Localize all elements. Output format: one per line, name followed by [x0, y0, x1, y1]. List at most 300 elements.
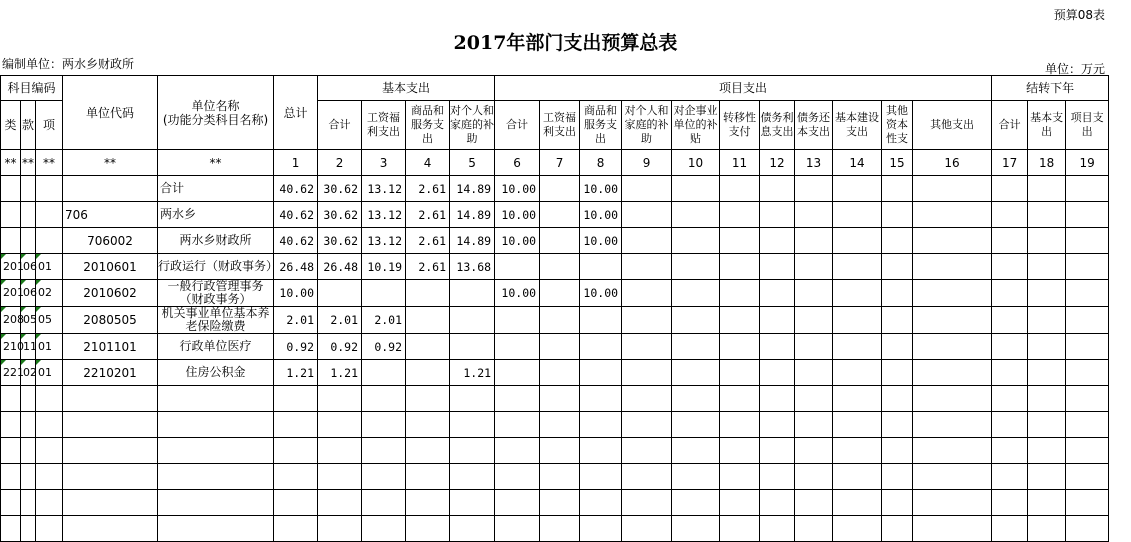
unit-name-cell: 两水乡财政所: [158, 228, 274, 254]
amount-cell: 10.00: [495, 202, 540, 228]
amount-cell: [540, 176, 580, 202]
amount-cell: 26.48: [274, 254, 318, 280]
amount-cell: [760, 202, 795, 228]
amount-cell: 2.61: [406, 254, 450, 280]
unit-code-cell: 2080505: [63, 307, 158, 334]
empty-cell: [580, 464, 622, 490]
amount-cell: [833, 254, 882, 280]
empty-cell: [913, 438, 992, 464]
amount-cell: [406, 334, 450, 360]
empty-cell: [760, 412, 795, 438]
empty-cell: [36, 438, 63, 464]
amount-cell: [1066, 202, 1109, 228]
empty-cell: [882, 464, 913, 490]
empty-cell: [158, 386, 274, 412]
empty-cell: [63, 490, 158, 516]
amount-cell: [992, 176, 1028, 202]
amount-cell: [450, 307, 495, 334]
amount-cell: 1.21: [274, 360, 318, 386]
subject-code-cell: 201: [1, 254, 21, 280]
project-col-header: 合计: [495, 101, 540, 150]
amount-cell: [495, 307, 540, 334]
amount-cell: [882, 334, 913, 360]
empty-cell: [760, 516, 795, 542]
column-number: 9: [622, 150, 672, 176]
empty-cell: [274, 412, 318, 438]
stars-cell: **: [36, 150, 63, 176]
amount-cell: [795, 360, 833, 386]
empty-cell: [362, 516, 406, 542]
empty-cell: [274, 386, 318, 412]
empty-cell: [795, 386, 833, 412]
empty-cell: [362, 386, 406, 412]
empty-cell: [882, 386, 913, 412]
amount-cell: [495, 334, 540, 360]
empty-cell: [913, 464, 992, 490]
unit-name-cell: 行政单位医疗: [158, 334, 274, 360]
subject-code-cell: 208: [1, 307, 21, 334]
amount-cell: 40.62: [274, 228, 318, 254]
carry-col-header: 基本支出: [1028, 101, 1066, 150]
amount-cell: [913, 280, 992, 307]
empty-cell: [540, 438, 580, 464]
amount-cell: [992, 202, 1028, 228]
column-number: 17: [992, 150, 1028, 176]
empty-cell: [622, 412, 672, 438]
empty-cell: [63, 386, 158, 412]
item-header: 项: [36, 101, 63, 150]
subject-code-cell: [36, 228, 63, 254]
amount-cell: [580, 307, 622, 334]
amount-cell: 1.21: [318, 360, 362, 386]
amount-cell: [450, 334, 495, 360]
amount-cell: 10.00: [580, 280, 622, 307]
section-header: 款: [21, 101, 36, 150]
amount-cell: [720, 334, 760, 360]
unit-name-cell: 行政运行（财政事务）: [158, 254, 274, 280]
amount-cell: [882, 360, 913, 386]
empty-cell: [882, 412, 913, 438]
amount-cell: [882, 202, 913, 228]
empty-cell: [1, 464, 21, 490]
empty-cell: [495, 516, 540, 542]
empty-cell: [362, 490, 406, 516]
amount-cell: [795, 307, 833, 334]
amount-cell: [992, 280, 1028, 307]
project-col-header: 其他支出: [913, 101, 992, 150]
amount-cell: 2.61: [406, 228, 450, 254]
amount-cell: 10.00: [580, 202, 622, 228]
amount-cell: [1066, 334, 1109, 360]
amount-cell: [362, 360, 406, 386]
amount-cell: 10.00: [495, 280, 540, 307]
empty-cell: [318, 516, 362, 542]
empty-cell: [318, 490, 362, 516]
unit-name-cell: 两水乡: [158, 202, 274, 228]
empty-cell: [36, 412, 63, 438]
unit-name-cell: 合计: [158, 176, 274, 202]
amount-cell: [406, 360, 450, 386]
empty-cell: [795, 412, 833, 438]
empty-row: [1, 438, 1109, 464]
empty-cell: [318, 412, 362, 438]
amount-cell: [622, 280, 672, 307]
empty-cell: [274, 490, 318, 516]
amount-cell: [1066, 176, 1109, 202]
empty-cell: [913, 490, 992, 516]
empty-cell: [882, 516, 913, 542]
amount-cell: [540, 202, 580, 228]
amount-cell: 2.61: [406, 202, 450, 228]
amount-cell: 10.00: [495, 228, 540, 254]
amount-cell: 14.89: [450, 176, 495, 202]
column-number: 1: [274, 150, 318, 176]
empty-cell: [882, 490, 913, 516]
empty-cell: [540, 386, 580, 412]
empty-cell: [36, 464, 63, 490]
empty-cell: [1066, 490, 1109, 516]
column-number: 5: [450, 150, 495, 176]
table-row: [1, 176, 1109, 202]
empty-cell: [1028, 464, 1066, 490]
empty-cell: [495, 438, 540, 464]
amount-cell: 40.62: [274, 176, 318, 202]
empty-cell: [540, 412, 580, 438]
amount-cell: [406, 280, 450, 307]
unit-label: 单位：万元: [1044, 62, 1105, 76]
amount-cell: 2.01: [274, 307, 318, 334]
amount-cell: 0.92: [318, 334, 362, 360]
empty-cell: [450, 516, 495, 542]
page-title: 2017年部门支出预算总表: [453, 32, 678, 54]
subject-code-cell: 02: [36, 280, 63, 307]
amount-cell: [1066, 254, 1109, 280]
unit-name-cell: 机关事业单位基本养老保险缴费: [158, 307, 274, 334]
subject-code-cell: 221: [1, 360, 21, 386]
amount-cell: 14.89: [450, 228, 495, 254]
empty-cell: [406, 386, 450, 412]
empty-cell: [495, 464, 540, 490]
subject-code-cell: 01: [36, 334, 63, 360]
subject-code-cell: 06: [21, 254, 36, 280]
amount-cell: 10.00: [580, 176, 622, 202]
amount-cell: [795, 176, 833, 202]
subject-code-cell: 210: [1, 334, 21, 360]
subject-code-cell: [36, 176, 63, 202]
empty-row: [1, 516, 1109, 542]
amount-cell: 13.12: [362, 176, 406, 202]
amount-cell: [992, 360, 1028, 386]
project-col-header: 商品和服务支出: [580, 101, 622, 150]
column-number: 4: [406, 150, 450, 176]
empty-cell: [795, 438, 833, 464]
empty-cell: [450, 464, 495, 490]
amount-cell: [795, 334, 833, 360]
empty-row: [1, 490, 1109, 516]
empty-cell: [540, 490, 580, 516]
amount-cell: [540, 334, 580, 360]
carry-over-header: 结转下年: [992, 76, 1109, 101]
empty-cell: [318, 464, 362, 490]
budget-table: [0, 75, 1109, 542]
empty-cell: [1, 516, 21, 542]
unit-code-cell: 2210201: [63, 360, 158, 386]
amount-cell: [1028, 228, 1066, 254]
amount-cell: [1066, 307, 1109, 334]
empty-cell: [406, 490, 450, 516]
amount-cell: [622, 334, 672, 360]
amount-cell: [760, 280, 795, 307]
unit-code-cell: 706002: [63, 228, 158, 254]
amount-cell: [672, 334, 720, 360]
amount-cell: [1028, 202, 1066, 228]
amount-cell: [882, 254, 913, 280]
stars-cell: **: [21, 150, 36, 176]
amount-cell: [580, 254, 622, 280]
empty-cell: [21, 490, 36, 516]
amount-cell: [760, 360, 795, 386]
subject-code-cell: [21, 228, 36, 254]
empty-cell: [1066, 516, 1109, 542]
amount-cell: [540, 307, 580, 334]
amount-cell: [1066, 280, 1109, 307]
empty-cell: [158, 438, 274, 464]
empty-cell: [158, 464, 274, 490]
empty-cell: [1028, 438, 1066, 464]
empty-cell: [720, 516, 760, 542]
empty-cell: [495, 412, 540, 438]
empty-cell: [580, 490, 622, 516]
amount-cell: [1028, 176, 1066, 202]
empty-cell: [21, 464, 36, 490]
empty-cell: [362, 438, 406, 464]
empty-cell: [1066, 412, 1109, 438]
empty-cell: [580, 438, 622, 464]
empty-cell: [36, 516, 63, 542]
project-col-header: 基本建设支出: [833, 101, 882, 150]
empty-cell: [1, 386, 21, 412]
empty-cell: [882, 438, 913, 464]
empty-cell: [992, 464, 1028, 490]
amount-cell: [913, 307, 992, 334]
amount-cell: [760, 228, 795, 254]
empty-cell: [63, 464, 158, 490]
column-number: 16: [913, 150, 992, 176]
amount-cell: 10.19: [362, 254, 406, 280]
subject-code-cell: [1, 228, 21, 254]
amount-cell: [672, 228, 720, 254]
basic-col-header: 工资福利支出: [362, 101, 406, 150]
amount-cell: 30.62: [318, 176, 362, 202]
table-row: [1, 228, 1109, 254]
project-col-header: 债务还本支出: [795, 101, 833, 150]
amount-cell: [622, 360, 672, 386]
empty-cell: [540, 464, 580, 490]
amount-cell: [540, 228, 580, 254]
empty-cell: [362, 412, 406, 438]
empty-cell: [158, 490, 274, 516]
amount-cell: [992, 334, 1028, 360]
amount-cell: [833, 280, 882, 307]
basic-col-header: 对个人和家庭的补助: [450, 101, 495, 150]
empty-cell: [318, 438, 362, 464]
unit-code-cell: [63, 176, 158, 202]
column-number: 3: [362, 150, 406, 176]
empty-cell: [833, 386, 882, 412]
amount-cell: [833, 176, 882, 202]
empty-cell: [36, 490, 63, 516]
amount-cell: [495, 360, 540, 386]
unit-code-header: 单位代码: [63, 76, 158, 150]
empty-cell: [580, 412, 622, 438]
empty-cell: [274, 464, 318, 490]
empty-cell: [720, 412, 760, 438]
empty-cell: [760, 386, 795, 412]
amount-cell: [580, 360, 622, 386]
amount-cell: 1.21: [450, 360, 495, 386]
table-row: [1, 202, 1109, 228]
empty-cell: [1028, 386, 1066, 412]
column-number: 2: [318, 150, 362, 176]
amount-cell: [540, 254, 580, 280]
amount-cell: [760, 307, 795, 334]
amount-cell: [913, 254, 992, 280]
amount-cell: 13.12: [362, 202, 406, 228]
empty-cell: [1028, 490, 1066, 516]
amount-cell: [760, 176, 795, 202]
empty-cell: [795, 490, 833, 516]
project-col-header: 工资福利支出: [540, 101, 580, 150]
amount-cell: 30.62: [318, 228, 362, 254]
amount-cell: [913, 176, 992, 202]
empty-cell: [540, 516, 580, 542]
amount-cell: [362, 280, 406, 307]
empty-cell: [720, 490, 760, 516]
empty-cell: [622, 438, 672, 464]
amount-cell: [622, 307, 672, 334]
empty-cell: [622, 516, 672, 542]
empty-cell: [833, 464, 882, 490]
category-header: 类: [1, 101, 21, 150]
amount-cell: [1066, 228, 1109, 254]
subject-code-cell: 01: [36, 254, 63, 280]
column-number: 14: [833, 150, 882, 176]
unit-code-cell: 2101101: [63, 334, 158, 360]
table-row: [1, 280, 1109, 307]
empty-cell: [1, 490, 21, 516]
column-number: 10: [672, 150, 720, 176]
amount-cell: [672, 176, 720, 202]
unit-code-cell: 706: [63, 202, 158, 228]
subject-code-cell: 02: [21, 360, 36, 386]
empty-cell: [992, 490, 1028, 516]
amount-cell: [882, 280, 913, 307]
amount-cell: [913, 228, 992, 254]
amount-cell: [1028, 334, 1066, 360]
subject-code-cell: 05: [21, 307, 36, 334]
subject-code-cell: [21, 202, 36, 228]
empty-cell: [720, 464, 760, 490]
amount-cell: 14.89: [450, 202, 495, 228]
empty-cell: [1028, 412, 1066, 438]
amount-cell: [1066, 360, 1109, 386]
empty-cell: [1, 412, 21, 438]
empty-row: [1, 386, 1109, 412]
stars-cell: **: [1, 150, 21, 176]
unit-name-header: 单位名称 (功能分类科目名称): [158, 76, 274, 150]
amount-cell: [833, 228, 882, 254]
subject-code-cell: 201: [1, 280, 21, 307]
empty-cell: [672, 438, 720, 464]
amount-cell: [720, 280, 760, 307]
empty-cell: [672, 464, 720, 490]
amount-cell: 10.00: [580, 228, 622, 254]
empty-cell: [318, 386, 362, 412]
stars-cell: **: [158, 150, 274, 176]
amount-cell: [1028, 360, 1066, 386]
amount-cell: [795, 254, 833, 280]
amount-cell: [1028, 280, 1066, 307]
column-number: 8: [580, 150, 622, 176]
empty-cell: [720, 386, 760, 412]
amount-cell: [1028, 307, 1066, 334]
empty-cell: [495, 490, 540, 516]
subject-code-cell: [1, 176, 21, 202]
empty-cell: [406, 438, 450, 464]
stars-cell: **: [63, 150, 158, 176]
empty-cell: [760, 464, 795, 490]
unit-name-cell: 住房公积金: [158, 360, 274, 386]
empty-cell: [913, 412, 992, 438]
empty-cell: [362, 464, 406, 490]
project-expense-header: 项目支出: [495, 76, 992, 101]
empty-cell: [795, 464, 833, 490]
column-number: 13: [795, 150, 833, 176]
empty-cell: [992, 438, 1028, 464]
subject-code-cell: 11: [21, 334, 36, 360]
unit-name-cell: 一般行政管理事务（财政事务）: [158, 280, 274, 307]
amount-cell: [913, 334, 992, 360]
column-number: 11: [720, 150, 760, 176]
empty-cell: [63, 516, 158, 542]
empty-cell: [833, 412, 882, 438]
subject-code-cell: [36, 202, 63, 228]
subject-code-header: 科目编码: [1, 76, 63, 101]
empty-cell: [580, 386, 622, 412]
amount-cell: [406, 307, 450, 334]
amount-cell: [622, 254, 672, 280]
amount-cell: [720, 228, 760, 254]
amount-cell: [992, 254, 1028, 280]
empty-cell: [622, 490, 672, 516]
amount-cell: 10.00: [274, 280, 318, 307]
empty-cell: [450, 386, 495, 412]
basic-expense-header: 基本支出: [318, 76, 495, 101]
amount-cell: 0.92: [362, 334, 406, 360]
amount-cell: [720, 254, 760, 280]
project-col-header: 对企事业单位的补贴: [672, 101, 720, 150]
amount-cell: [913, 360, 992, 386]
empty-cell: [672, 516, 720, 542]
table-row: [1, 360, 1109, 386]
amount-cell: [882, 307, 913, 334]
project-col-header: 对个人和家庭的补助: [622, 101, 672, 150]
empty-cell: [833, 516, 882, 542]
empty-cell: [760, 490, 795, 516]
amount-cell: [720, 202, 760, 228]
empty-cell: [450, 412, 495, 438]
empty-cell: [274, 516, 318, 542]
